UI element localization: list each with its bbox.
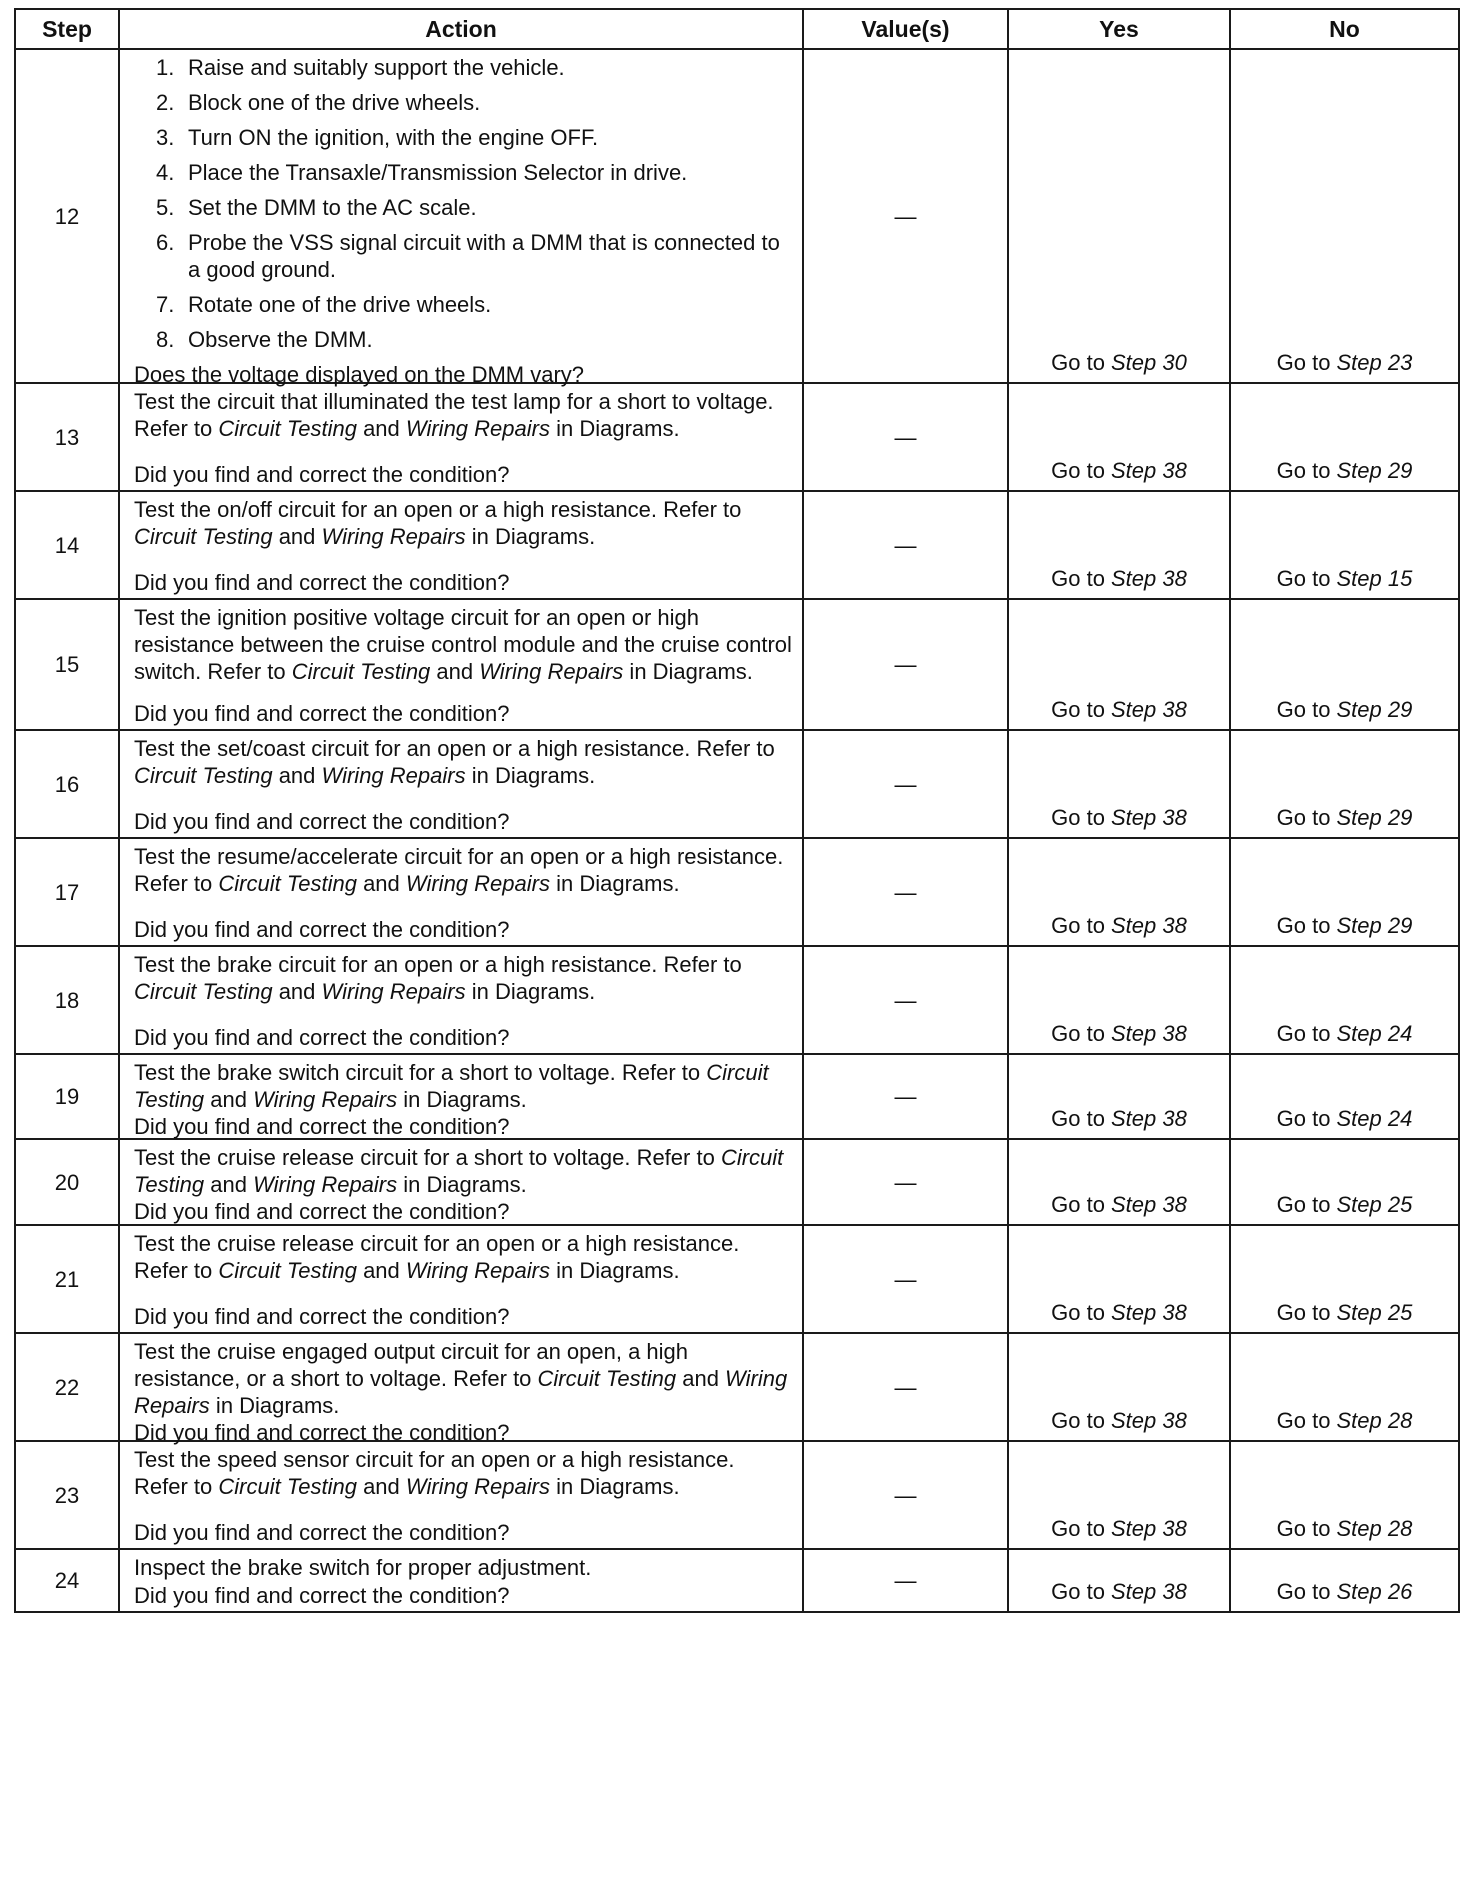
substep-number: 6. [156, 230, 175, 255]
action-cell [119, 491, 803, 599]
diagnostic-table [14, 8, 1460, 1613]
no-target-step: Step 23 [1336, 350, 1413, 375]
table-row [15, 1225, 1459, 1333]
question-text: Did you find and correct the condition? [134, 1199, 510, 1224]
action-cell [119, 946, 803, 1054]
yes-goto-label: Go to [1051, 697, 1105, 722]
yes-cell [1008, 1333, 1230, 1441]
value-cell: — [803, 491, 1008, 599]
circuit-testing-ref: Circuit Testing [218, 1474, 357, 1499]
table-row [15, 1441, 1459, 1549]
header-yes: Yes [1008, 9, 1230, 49]
circuit-testing-ref: Circuit Testing [291, 659, 431, 684]
no-goto-label: Go to [1276, 913, 1331, 938]
action-content [134, 604, 792, 727]
action-text [134, 1338, 792, 1419]
wiring-repairs-ref: Wiring Repairs [321, 979, 466, 1004]
no-target-step: Step 28 [1336, 1516, 1413, 1541]
yes-target-step: Step 38 [1110, 697, 1187, 722]
action-text-main: Test the speed sensor circuit for an open or a high resistance. Refer to [134, 1447, 735, 1499]
action-text-and: and [272, 763, 322, 788]
action-text [134, 604, 792, 685]
step-number: 17 [15, 838, 119, 946]
action-text [134, 843, 792, 897]
no-goto-label: Go to [1276, 1192, 1331, 1217]
action-text-and: and [204, 1172, 254, 1197]
question-text: Did you find and correct the condition? [134, 570, 510, 595]
yes-cell [1008, 491, 1230, 599]
step-number: 12 [15, 49, 119, 383]
value-cell: — [803, 1549, 1008, 1612]
table-row [15, 730, 1459, 838]
table-row [15, 49, 1459, 383]
step-number: 19 [15, 1054, 119, 1139]
wiring-repairs-ref: Wiring Repairs [405, 871, 550, 896]
yes-target-step: Step 30 [1110, 350, 1187, 375]
action-text-main: Test the on/off circuit for an open or a high resistance. Refer to [134, 497, 742, 522]
action-text-tail: in Diagrams. [549, 1474, 680, 1499]
value-cell: — [803, 946, 1008, 1054]
value-cell: — [803, 838, 1008, 946]
action-text-and: and [356, 871, 406, 896]
yes-goto-label: Go to [1051, 1192, 1105, 1217]
yes-goto-label: Go to [1051, 1579, 1105, 1604]
substep-item [156, 326, 792, 353]
question-text: Did you find and correct the condition? [134, 1583, 510, 1608]
yes-cell [1008, 946, 1230, 1054]
action-text-main: Inspect the brake switch for proper adjustment. [134, 1555, 592, 1580]
value-cell: — [803, 49, 1008, 383]
action-cell [119, 1225, 803, 1333]
no-target-step: Step 28 [1336, 1408, 1413, 1433]
table-row [15, 599, 1459, 730]
wiring-repairs-ref: Wiring Repairs [479, 659, 624, 684]
action-text-and: and [272, 524, 322, 549]
step-number: 13 [15, 383, 119, 491]
no-cell [1230, 730, 1459, 838]
wiring-repairs-ref: Wiring Repairs [134, 1366, 788, 1418]
no-goto-label: Go to [1276, 1579, 1331, 1604]
header-row [15, 9, 1459, 49]
yes-goto-label: Go to [1051, 1106, 1105, 1131]
yes-goto-label: Go to [1051, 566, 1105, 591]
action-text-and: and [204, 1087, 254, 1112]
substep-text: Rotate one of the drive wheels. [188, 292, 492, 317]
action-content [134, 951, 792, 1051]
circuit-testing-ref: Circuit Testing [537, 1366, 677, 1391]
no-cell [1230, 1333, 1459, 1441]
yes-cell [1008, 383, 1230, 491]
yes-goto-label: Go to [1051, 350, 1105, 375]
wiring-repairs-ref: Wiring Repairs [405, 1258, 550, 1283]
step-number: 18 [15, 946, 119, 1054]
no-goto-label: Go to [1276, 1106, 1331, 1131]
action-text-and: and [430, 659, 480, 684]
yes-goto-label: Go to [1051, 458, 1105, 483]
action-content [134, 1230, 792, 1330]
question-text: Did you find and correct the condition? [134, 1114, 510, 1139]
action-content [134, 1144, 792, 1222]
action-text [134, 1059, 792, 1113]
action-text [134, 1554, 792, 1581]
yes-target-step: Step 38 [1110, 805, 1187, 830]
substep-number: 2. [156, 90, 175, 115]
substep-text: Observe the DMM. [188, 327, 373, 352]
action-content [134, 496, 792, 596]
no-cell [1230, 1225, 1459, 1333]
substep-number: 4. [156, 160, 175, 185]
yes-cell [1008, 1441, 1230, 1549]
action-cell [119, 1054, 803, 1139]
question-text: Does the voltage displayed on the DMM vary? [134, 362, 585, 387]
substep-list [134, 54, 792, 361]
no-goto-label: Go to [1276, 1516, 1331, 1541]
action-text-main: Test the ignition positive voltage circuit for an open or high resistance between the cruise control module and the cruise control switch. Refer to [134, 605, 792, 684]
substep-text: Set the DMM to the AC scale. [188, 195, 477, 220]
substep-item [156, 291, 792, 318]
table-row [15, 1333, 1459, 1441]
header-values: Value(s) [803, 9, 1008, 49]
table-row [15, 946, 1459, 1054]
question-text: Did you find and correct the condition? [134, 462, 510, 487]
no-goto-label: Go to [1276, 1021, 1331, 1046]
action-text-main: Test the cruise engaged output circuit for an open, a high resistance, or a short to voltage. Refer to [134, 1339, 689, 1391]
no-cell [1230, 1549, 1459, 1612]
action-text-main: Test the resume/accelerate circuit for an open or a high resistance. Refer to [134, 844, 784, 896]
action-text [134, 496, 792, 550]
action-text-and: and [356, 1474, 406, 1499]
no-goto-label: Go to [1276, 697, 1331, 722]
header-step: Step [15, 9, 119, 49]
substep-item [156, 194, 792, 221]
action-cell [119, 1549, 803, 1612]
circuit-testing-ref: Circuit Testing [134, 763, 273, 788]
no-goto-label: Go to [1276, 458, 1331, 483]
action-content [134, 843, 792, 943]
circuit-testing-ref: Circuit Testing [218, 416, 357, 441]
substep-item [156, 229, 792, 283]
action-text-and: and [272, 979, 322, 1004]
wiring-repairs-ref: Wiring Repairs [405, 1474, 550, 1499]
action-text-main: Test the circuit that illuminated the test lamp for a short to voltage. Refer to [134, 389, 774, 441]
yes-cell [1008, 1549, 1230, 1612]
yes-cell [1008, 599, 1230, 730]
wiring-repairs-ref: Wiring Repairs [253, 1087, 398, 1112]
no-cell [1230, 1441, 1459, 1549]
no-target-step: Step 29 [1336, 697, 1413, 722]
table-row [15, 1054, 1459, 1139]
action-text-tail: in Diagrams. [549, 416, 680, 441]
no-cell [1230, 49, 1459, 383]
action-text [134, 1144, 792, 1198]
no-cell [1230, 599, 1459, 730]
no-target-step: Step 29 [1336, 913, 1413, 938]
header-no: No [1230, 9, 1459, 49]
action-content [134, 735, 792, 835]
yes-goto-label: Go to [1051, 1300, 1105, 1325]
action-text [134, 735, 792, 789]
yes-target-step: Step 38 [1110, 566, 1187, 591]
step-number: 22 [15, 1333, 119, 1441]
substep-item [156, 124, 792, 151]
action-content [134, 54, 792, 387]
action-cell [119, 599, 803, 730]
question-text: Did you find and correct the condition? [134, 1304, 510, 1329]
step-number: 16 [15, 730, 119, 838]
no-goto-label: Go to [1276, 566, 1331, 591]
action-content [134, 1446, 792, 1546]
yes-goto-label: Go to [1051, 1408, 1105, 1433]
no-target-step: Step 26 [1336, 1579, 1413, 1604]
no-target-step: Step 24 [1336, 1021, 1413, 1046]
action-text-tail: in Diagrams. [465, 524, 596, 549]
circuit-testing-ref: Circuit Testing [134, 979, 273, 1004]
question-text: Did you find and correct the condition? [134, 1025, 510, 1050]
action-content [134, 388, 792, 488]
no-cell [1230, 1054, 1459, 1139]
yes-target-step: Step 38 [1110, 1021, 1187, 1046]
yes-target-step: Step 38 [1110, 1408, 1187, 1433]
yes-cell [1008, 49, 1230, 383]
value-cell: — [803, 1225, 1008, 1333]
action-text-tail: in Diagrams. [465, 763, 596, 788]
circuit-testing-ref: Circuit Testing [218, 871, 357, 896]
action-text [134, 1446, 792, 1500]
action-text [134, 1230, 792, 1284]
no-cell [1230, 1139, 1459, 1225]
step-number: 21 [15, 1225, 119, 1333]
value-cell: — [803, 383, 1008, 491]
substep-text: Block one of the drive wheels. [188, 90, 481, 115]
value-cell: — [803, 730, 1008, 838]
yes-target-step: Step 38 [1110, 1106, 1187, 1131]
substep-number: 1. [156, 55, 175, 80]
substep-item [156, 89, 792, 116]
no-cell [1230, 946, 1459, 1054]
step-number: 14 [15, 491, 119, 599]
action-text-main: Test the cruise release circuit for a short to voltage. Refer to [134, 1145, 721, 1170]
action-cell [119, 730, 803, 838]
substep-number: 8. [156, 327, 175, 352]
action-cell [119, 383, 803, 491]
question-text: Did you find and correct the condition? [134, 809, 510, 834]
action-text [134, 951, 792, 1005]
yes-cell [1008, 838, 1230, 946]
action-text-and: and [356, 416, 406, 441]
action-text-tail: in Diagrams. [209, 1393, 340, 1418]
no-target-step: Step 24 [1336, 1106, 1413, 1131]
action-cell [119, 838, 803, 946]
yes-target-step: Step 38 [1110, 1192, 1187, 1217]
circuit-testing-ref: Circuit Testing [218, 1258, 357, 1283]
action-text-tail: in Diagrams. [465, 979, 596, 1004]
action-cell [119, 1441, 803, 1549]
wiring-repairs-ref: Wiring Repairs [253, 1172, 398, 1197]
action-content [134, 1554, 792, 1609]
circuit-testing-ref: Circuit Testing [134, 524, 273, 549]
step-number: 23 [15, 1441, 119, 1549]
no-goto-label: Go to [1276, 805, 1331, 830]
substep-text: Turn ON the ignition, with the engine OFF. [188, 125, 599, 150]
wiring-repairs-ref: Wiring Repairs [321, 763, 466, 788]
no-target-step: Step 25 [1336, 1300, 1413, 1325]
no-cell [1230, 491, 1459, 599]
value-cell: — [803, 1139, 1008, 1225]
yes-cell [1008, 1054, 1230, 1139]
action-text-tail: in Diagrams. [623, 659, 753, 684]
substep-text: Raise and suitably support the vehicle. [188, 55, 565, 80]
no-goto-label: Go to [1276, 1300, 1331, 1325]
question-text: Did you find and correct the condition? [134, 1520, 510, 1545]
action-text-tail: in Diagrams. [549, 871, 680, 896]
yes-goto-label: Go to [1051, 1516, 1105, 1541]
action-content [134, 1059, 792, 1139]
action-text [134, 388, 792, 442]
substep-item [156, 159, 792, 186]
substep-text: Place the Transaxle/Transmission Selector in drive. [188, 160, 688, 185]
no-cell [1230, 383, 1459, 491]
substep-text: Probe the VSS signal circuit with a DMM that is connected to a good ground. [188, 230, 780, 282]
table-row [15, 383, 1459, 491]
yes-cell [1008, 1225, 1230, 1333]
action-text-main: Test the brake circuit for an open or a high resistance. Refer to [134, 952, 742, 977]
value-cell: — [803, 1333, 1008, 1441]
action-text-tail: in Diagrams. [397, 1087, 527, 1112]
action-cell [119, 1333, 803, 1445]
action-text-and: and [676, 1366, 726, 1391]
table-row [15, 491, 1459, 599]
circuit-testing-ref: Circuit Testing [134, 1145, 784, 1197]
action-text-tail: in Diagrams. [549, 1258, 680, 1283]
yes-cell [1008, 730, 1230, 838]
action-text-tail: in Diagrams. [397, 1172, 527, 1197]
action-cell [119, 49, 803, 387]
no-target-step: Step 29 [1336, 805, 1413, 830]
yes-target-step: Step 38 [1110, 458, 1187, 483]
action-text-main: Test the set/coast circuit for an open or a high resistance. Refer to [134, 736, 775, 761]
substep-number: 3. [156, 125, 175, 150]
value-cell: — [803, 1441, 1008, 1549]
value-cell: — [803, 599, 1008, 730]
step-number: 24 [15, 1549, 119, 1612]
no-goto-label: Go to [1276, 350, 1331, 375]
question-text: Did you find and correct the condition? [134, 701, 510, 726]
yes-target-step: Step 38 [1110, 1579, 1187, 1604]
header-action: Action [119, 9, 803, 49]
no-target-step: Step 29 [1336, 458, 1413, 483]
question-text: Did you find and correct the condition? [134, 917, 510, 942]
table-body [15, 49, 1459, 1612]
substep-item [156, 54, 792, 81]
action-content [134, 1338, 792, 1445]
no-target-step: Step 25 [1336, 1192, 1413, 1217]
action-text-main: Test the brake switch circuit for a short to voltage. Refer to [134, 1060, 707, 1085]
no-goto-label: Go to [1276, 1408, 1331, 1433]
value-cell: — [803, 1054, 1008, 1139]
table-row [15, 1139, 1459, 1225]
table-row [15, 1549, 1459, 1612]
yes-target-step: Step 38 [1110, 913, 1187, 938]
substep-number: 5. [156, 195, 175, 220]
step-number: 15 [15, 599, 119, 730]
yes-goto-label: Go to [1051, 805, 1105, 830]
substep-number: 7. [156, 292, 175, 317]
yes-goto-label: Go to [1051, 913, 1105, 938]
wiring-repairs-ref: Wiring Repairs [405, 416, 550, 441]
table-row [15, 838, 1459, 946]
diagnostic-table-page [14, 8, 1458, 1613]
question-text: Did you find and correct the condition? [134, 1420, 510, 1445]
circuit-testing-ref: Circuit Testing [134, 1060, 769, 1112]
action-text-main: Test the cruise release circuit for an open or a high resistance. Refer to [134, 1231, 740, 1283]
yes-target-step: Step 38 [1110, 1300, 1187, 1325]
action-text-and: and [356, 1258, 406, 1283]
step-number: 20 [15, 1139, 119, 1225]
yes-cell [1008, 1139, 1230, 1225]
no-target-step: Step 15 [1336, 566, 1413, 591]
action-cell [119, 1139, 803, 1225]
wiring-repairs-ref: Wiring Repairs [321, 524, 466, 549]
yes-goto-label: Go to [1051, 1021, 1105, 1046]
yes-target-step: Step 38 [1110, 1516, 1187, 1541]
no-cell [1230, 838, 1459, 946]
